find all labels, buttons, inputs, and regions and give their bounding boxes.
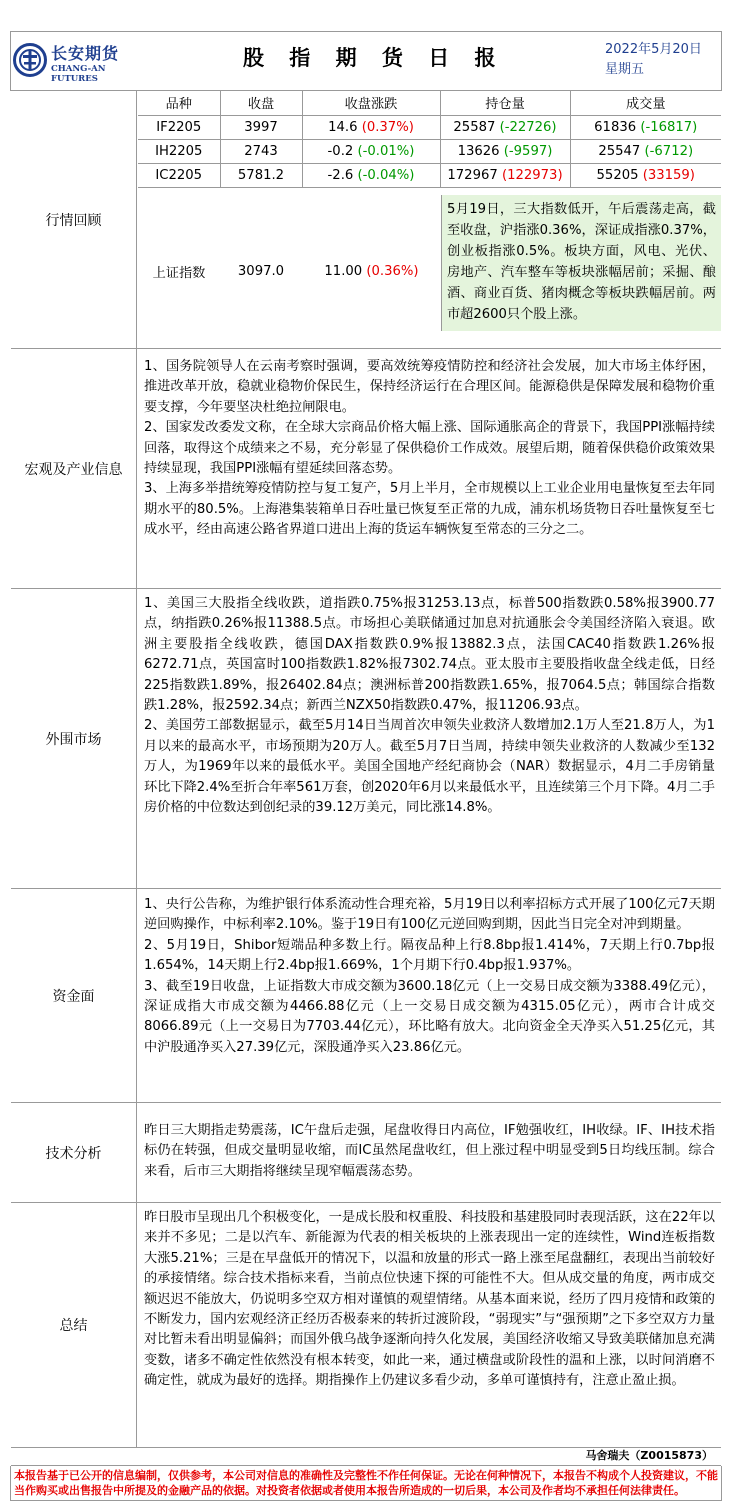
funds-content — [138, 889, 721, 1102]
funds-label: 资金面 — [11, 889, 137, 1102]
oi-value: 13626 — [457, 143, 500, 159]
volume-value: 55205 — [596, 167, 639, 183]
oi-change: (-22726) — [499, 119, 557, 135]
macro-label: 宏观及产业信息 — [11, 349, 137, 588]
col-header: 收盘 — [220, 91, 302, 115]
technical-content — [138, 1103, 721, 1202]
paragraph: 2、美国劳工部数据显示，截至5月14日当周首次申领失业救济人数增加2.1万人至21.8万人，为1月以来的最高水平，市场预期为20万人。截至5月7日当周，持续申领失业救济的人数减少至132万人，为1969年以来的最低水平。美国全国地产经纪商协会（NAR）数据显示，4月二手房销量环比下降2.4%至折合年率561万套，创2020年6月以来最低水平，且连续第三个月下降。4月二手房价格的中位数达到创纪录的39.12万美元，同比涨14.8%。 — [144, 718, 715, 816]
report-page — [10, 31, 722, 1497]
volume-value: 25547 — [598, 143, 641, 159]
change-cell — [302, 139, 440, 163]
paragraph: 1、国务院领导人在云南考察时强调，要高效统筹疫情防控和经济社会发展，加大市场主体纾困，推进改革开放，稳就业稳物价保民生，保持经济运行在合理区间。能源稳供是保障发展和稳物价重要支撑，今年要坚决杜绝拉闸限电。 — [144, 359, 715, 415]
report-title: 股 指 期 货 日 报 — [243, 46, 505, 70]
col-header: 收盘涨跌 — [302, 91, 440, 115]
paragraph: 1、美国三大股指全线收跌，道指跌0.75%报31253.13点，标普500指数跌0.58%报3900.77点，纳指跌0.26%报11388.5点。市场担心美联储通过加息对抗通胀会令美国经济陷入衰退。欧洲主要股指全线收跌，德国DAX指数跌0.9%报13882.3点，法国CAC40指数跌1.26%报6272.71点，英国富时100指数跌1.82%报7302.74点。亚太股市主要股指收盘全线走低，日经225指数跌1.89%，报26402.84点；澳洲标普200指数跌1.65%，报7064.5点；韩国综合指数跌1.28%，报2592.34点；新西兰NZX50指数跌0.47%，报11206.93点。 — [144, 596, 715, 714]
change-cell — [302, 163, 440, 187]
volume-value: 61836 — [594, 119, 637, 135]
summary-content — [138, 1203, 721, 1447]
col-header: 持仓量 — [440, 91, 570, 115]
disclaimer: 本报告基于已公开的信息编制，仅供参考，本公司对信息的准确性及完整性不作任何保证。无论在何种情况下，本报告不构成个人投资建议，不能当作购买或出售报告中所提及的金融产品的依据。对投资者依据或者使用本报告所造成的一切后果，本公司及作者均不承担任何法律责任。 — [10, 1466, 722, 1501]
close-value: 5781.2 — [220, 163, 302, 187]
close-value: 3997 — [220, 115, 302, 139]
volume-cell — [570, 115, 721, 139]
close-value: 2743 — [220, 139, 302, 163]
index-change: 11.00 — [324, 264, 363, 279]
index-change-cell — [302, 264, 441, 279]
volume-change: (33159) — [642, 167, 695, 183]
change-value: -2.6 — [327, 167, 354, 183]
volume-change: (-16817) — [640, 119, 698, 135]
technical-row — [11, 1103, 721, 1203]
paragraph: 3、上海多举措统筹疫情防控与复工复产，5月上半月，全市规模以上工业企业用电量恢复至去年同期水平的80.5%。上海港集装箱单日吞吐量已恢复至正常的九成，浦东机场货物日吞吐量恢复至七成水平，经由高速公路省界道口进出上海的货运车辆恢复至常态的三分之二。 — [144, 481, 715, 538]
change-pct: (0.37%) — [361, 119, 414, 135]
summary-row — [11, 1203, 721, 1448]
summary-label: 总结 — [11, 1203, 137, 1447]
change-pct: (-0.04%) — [357, 167, 415, 183]
analyst-signature: 马舍瑞夫（Z0015873） — [585, 1449, 713, 1462]
overseas-label: 外围市场 — [11, 589, 137, 888]
index-change-pct: (0.36%) — [366, 264, 419, 279]
change-cell — [302, 115, 440, 139]
paragraph: 昨日三大期指走势震荡，IC午盘后走强，尾盘收得日内高位，IF勉强收红，IH收绿。IF、IH技术指标仍在转强，但成交量明显收缩，而IC虽然尾盘收红，但上涨过程中明显受到5日均线压制。综合来看，后市三大期指将继续呈现窄幅震荡态势。 — [144, 1123, 715, 1179]
index-row — [138, 195, 441, 348]
market-review-label: 行情回顾 — [11, 91, 137, 348]
contract-name: IF2205 — [138, 115, 220, 139]
index-close: 3097.0 — [237, 264, 285, 279]
market-review-row — [11, 91, 721, 349]
contract-name: IH2205 — [138, 139, 220, 163]
table-row — [138, 115, 721, 139]
col-header: 成交量 — [570, 91, 721, 115]
logo-text-en: CHANG-AN FUTURES — [51, 64, 106, 84]
change-value: -0.2 — [327, 143, 354, 159]
market-summary: 5月19日，三大指数低开，午后震荡走高，截至收盘，沪指涨0.36%，深证成指涨0.37%，创业板指涨0.5%。板块方面，风电、光伏、房地产、汽车整车等板块涨幅居前；采掘、酿酒、商业百货、猪肉概念等板块跌幅居前。两市超2600只个股上涨。 — [441, 195, 721, 331]
company-logo — [13, 40, 138, 82]
paragraph: 昨日股市呈现出几个积极变化，一是成长股和权重股、科技股和基建股同时表现活跃，这在22年以来并不多见；二是以汽车、新能源为代表的相关板块的上涨表现出一定的连续性，Wind连板指数大涨5.21%；三是在早盘低开的情况下，以温和放量的形式一路上涨至尾盘翻红，表现出当前较好的承接情绪。综合技术指标来看，当前点位快速下探的可能性不大。但从成交量的角度，两市成交额迟迟不能放大，仍说明多空双方相对谨慎的观望情绪。从基本面来说，经历了四月疫情和政策的不断发力，国内宏观经济正经历否极泰来的转折过渡阶段，“弱现实”与“强预期”之下多空双方力量对比暂未看出明显偏斜；而国外俄乌战争逐渐向持久化发展，美国经济收缩又导致美联储加息充满变数，诸多不确定性依然没有根本转变，如此一来，通过横盘或阶段性的温和上涨，以时间消磨不确定性，就成为最好的选择。期指操作上仍建议多看少动，多单可谨慎持有，注意止盈止损。 — [144, 1210, 715, 1389]
oi-cell — [440, 115, 570, 139]
oi-value: 25587 — [453, 119, 496, 135]
futures-table — [138, 91, 721, 188]
technical-label: 技术分析 — [11, 1103, 137, 1202]
logo-emblem-icon — [13, 43, 47, 77]
oi-change: (-9597) — [503, 143, 553, 159]
volume-cell — [570, 139, 721, 163]
table-row — [138, 163, 721, 187]
report-weekday: 星期五 — [605, 62, 645, 77]
table-header-row — [138, 91, 721, 115]
change-pct: (-0.01%) — [357, 143, 415, 159]
paragraph: 2、5月19日，Shibor短端品种多数上行。隔夜品种上行8.8bp报1.414%，7天期上行0.7bp报1.654%，14天期上行2.4bp报1.669%，1个月期下行0.4bp报1.937%。 — [144, 937, 715, 974]
paragraph: 2、国家发改委发文称，在全球大宗商品价格大幅上涨、国际通胀高企的背景下，我国PPI涨幅持续回落，取得这个成绩来之不易，充分彰显了保供稳价工作成效。展望后期，随着保供稳价政策效果持续显现，我国PPI涨幅有望延续回落态势。 — [144, 420, 715, 477]
col-header: 品种 — [138, 91, 220, 115]
overseas-row — [11, 589, 721, 889]
volume-cell — [570, 163, 721, 187]
contract-name: IC2205 — [138, 163, 220, 187]
table-row — [138, 139, 721, 163]
report-header — [10, 31, 722, 91]
macro-content — [138, 349, 721, 588]
oi-cell — [440, 139, 570, 163]
overseas-content — [138, 589, 721, 888]
paragraph: 3、截至19日收盘，上证指数大市成交额为3600.18亿元（上一交易日成交额为3388.49亿元），深证成指大市成交额为4466.88亿元（上一交易日成交额为4315.05亿元），两市合计成交8066.89元（上一交易日为7703.44亿元），环比略有放大。北向资金全天净买入51.25亿元，其中沪股通净买入27.39亿元，深股通净买入23.86亿元。 — [144, 978, 715, 1055]
signature-row — [11, 1448, 721, 1466]
paragraph: 1、央行公告称，为维护银行体系流动性合理充裕，5月19日以利率招标方式开展了100亿元7天期逆回购操作，中标利率2.10%。鉴于19日有100亿元逆回购到期，因此当日完全对冲到期量。 — [144, 897, 715, 933]
volume-change: (-6712) — [644, 143, 694, 159]
change-value: 14.6 — [328, 119, 358, 135]
oi-change: (122973) — [501, 167, 563, 183]
index-name: 上证指数 — [152, 266, 206, 281]
oi-value: 172967 — [447, 167, 498, 183]
funds-row — [11, 889, 721, 1103]
oi-cell — [440, 163, 570, 187]
macro-row — [11, 349, 721, 589]
report-date: 2022年5月20日 — [605, 42, 702, 57]
logo-text-cn: 长安期货 — [51, 44, 120, 63]
